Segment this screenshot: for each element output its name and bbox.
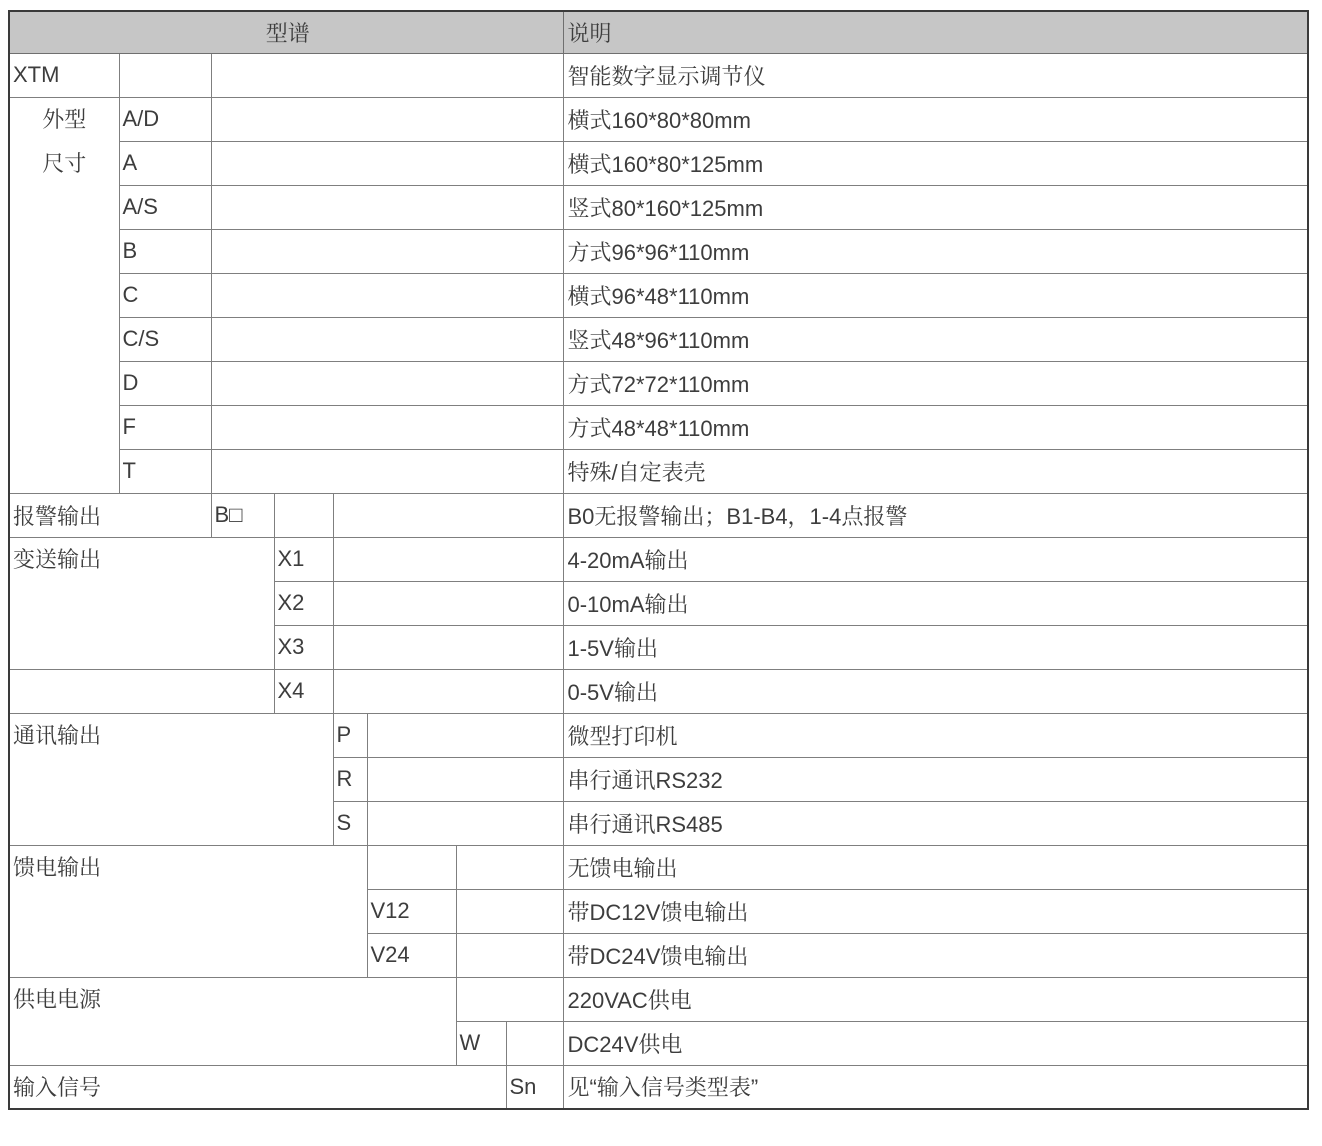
row-dimension-ad bbox=[9, 97, 1308, 141]
description-cell: 特殊/自定表壳 bbox=[563, 449, 1308, 493]
empty-cell bbox=[333, 625, 563, 669]
product-code-cell: XTM bbox=[9, 53, 119, 97]
communication-section-label: 通讯输出 bbox=[9, 713, 333, 845]
empty-cell bbox=[456, 933, 563, 977]
model-code-cell: D bbox=[119, 361, 211, 405]
empty-cell bbox=[456, 889, 563, 933]
empty-cell bbox=[211, 273, 563, 317]
model-code-cell: A/D bbox=[119, 97, 211, 141]
row-dimension-b bbox=[9, 229, 1308, 273]
model-code-cell: C bbox=[119, 273, 211, 317]
model-code-cell bbox=[367, 845, 456, 889]
row-transmission-x4 bbox=[9, 669, 1308, 713]
supply-section-label: 供电电源 bbox=[9, 977, 456, 1065]
model-code-cell: B□ bbox=[211, 493, 274, 537]
model-spectrum-table bbox=[8, 10, 1309, 1110]
row-alarm bbox=[9, 493, 1308, 537]
empty-cell bbox=[367, 757, 563, 801]
model-code-cell: R bbox=[333, 757, 367, 801]
empty-cell bbox=[211, 53, 563, 97]
model-code-cell: P bbox=[333, 713, 367, 757]
row-dimension-cs bbox=[9, 317, 1308, 361]
empty-cell bbox=[211, 229, 563, 273]
model-code-cell: W bbox=[456, 1021, 506, 1065]
row-dimension-as bbox=[9, 185, 1308, 229]
model-code-cell: X2 bbox=[274, 581, 333, 625]
alarm-section-label: 报警输出 bbox=[9, 493, 211, 537]
description-cell: 方式96*96*110mm bbox=[563, 229, 1308, 273]
description-cell: 横式160*80*125mm bbox=[563, 141, 1308, 185]
row-transmission-x1 bbox=[9, 537, 1308, 581]
model-code-cell: X1 bbox=[274, 537, 333, 581]
dimension-label-line2: 尺寸 bbox=[42, 150, 87, 176]
description-cell: 串行通讯RS232 bbox=[563, 757, 1308, 801]
model-code-cell: B bbox=[119, 229, 211, 273]
empty-cell bbox=[211, 317, 563, 361]
row-dimension-f bbox=[9, 405, 1308, 449]
description-cell: 带DC24V馈电输出 bbox=[563, 933, 1308, 977]
description-cell: 0-10mA输出 bbox=[563, 581, 1308, 625]
empty-cell bbox=[367, 801, 563, 845]
model-code-cell: T bbox=[119, 449, 211, 493]
column-header-description: 说明 bbox=[563, 11, 1308, 53]
empty-cell bbox=[456, 977, 563, 1021]
empty-cell bbox=[333, 493, 563, 537]
model-code-cell: A/S bbox=[119, 185, 211, 229]
description-cell: 0-5V输出 bbox=[563, 669, 1308, 713]
description-cell: 微型打印机 bbox=[563, 713, 1308, 757]
description-cell: 见“输入信号类型表” bbox=[563, 1065, 1308, 1109]
empty-cell bbox=[333, 581, 563, 625]
model-code-cell: X4 bbox=[274, 669, 333, 713]
description-cell: 竖式80*160*125mm bbox=[563, 185, 1308, 229]
row-supply-220vac bbox=[9, 977, 1308, 1021]
description-cell: 4-20mA输出 bbox=[563, 537, 1308, 581]
description-cell: DC24V供电 bbox=[563, 1021, 1308, 1065]
description-cell: 横式96*48*110mm bbox=[563, 273, 1308, 317]
empty-cell bbox=[333, 537, 563, 581]
description-cell: 横式160*80*80mm bbox=[563, 97, 1308, 141]
description-cell: 方式72*72*110mm bbox=[563, 361, 1308, 405]
model-code-cell: V12 bbox=[367, 889, 456, 933]
model-code-cell: S bbox=[333, 801, 367, 845]
model-code-cell: C/S bbox=[119, 317, 211, 361]
description-cell: 无馈电输出 bbox=[563, 845, 1308, 889]
row-dimension-t bbox=[9, 449, 1308, 493]
model-code-cell: V24 bbox=[367, 933, 456, 977]
model-code-cell: A bbox=[119, 141, 211, 185]
feed-section-label: 馈电输出 bbox=[9, 845, 367, 977]
description-cell: 220VAC供电 bbox=[563, 977, 1308, 1021]
description-cell: 串行通讯RS485 bbox=[563, 801, 1308, 845]
empty-cell bbox=[211, 405, 563, 449]
empty-cell bbox=[211, 185, 563, 229]
description-cell: 1-5V输出 bbox=[563, 625, 1308, 669]
description-cell: 智能数字显示调节仪 bbox=[563, 53, 1308, 97]
input-signal-section-label: 输入信号 bbox=[9, 1065, 506, 1109]
dimension-label-line1: 外型 bbox=[42, 106, 87, 132]
empty-cell bbox=[211, 141, 563, 185]
model-code-cell: F bbox=[119, 405, 211, 449]
row-product bbox=[9, 53, 1308, 97]
empty-cell bbox=[367, 713, 563, 757]
row-communication-p bbox=[9, 713, 1308, 757]
description-cell: 方式48*48*110mm bbox=[563, 405, 1308, 449]
model-code-cell: Sn bbox=[506, 1065, 563, 1109]
transmission-section-label: 变送输出 bbox=[9, 537, 274, 669]
row-dimension-d bbox=[9, 361, 1308, 405]
row-feed-none bbox=[9, 845, 1308, 889]
empty-cell bbox=[333, 669, 563, 713]
empty-cell bbox=[211, 361, 563, 405]
empty-cell bbox=[9, 669, 274, 713]
description-cell: 竖式48*96*110mm bbox=[563, 317, 1308, 361]
row-dimension-c bbox=[9, 273, 1308, 317]
description-cell: 带DC12V馈电输出 bbox=[563, 889, 1308, 933]
model-code-cell: X3 bbox=[274, 625, 333, 669]
description-cell: B0无报警输出；B1-B4，1-4点报警 bbox=[563, 493, 1308, 537]
row-dimension-a bbox=[9, 141, 1308, 185]
header-row bbox=[9, 11, 1308, 53]
row-input-signal bbox=[9, 1065, 1308, 1109]
dimension-section-label bbox=[9, 97, 119, 493]
empty-cell bbox=[456, 845, 563, 889]
empty-cell bbox=[211, 449, 563, 493]
column-header-spectrum: 型谱 bbox=[9, 11, 563, 53]
empty-cell bbox=[506, 1021, 563, 1065]
empty-cell bbox=[119, 53, 211, 97]
empty-cell bbox=[211, 97, 563, 141]
empty-cell bbox=[274, 493, 333, 537]
